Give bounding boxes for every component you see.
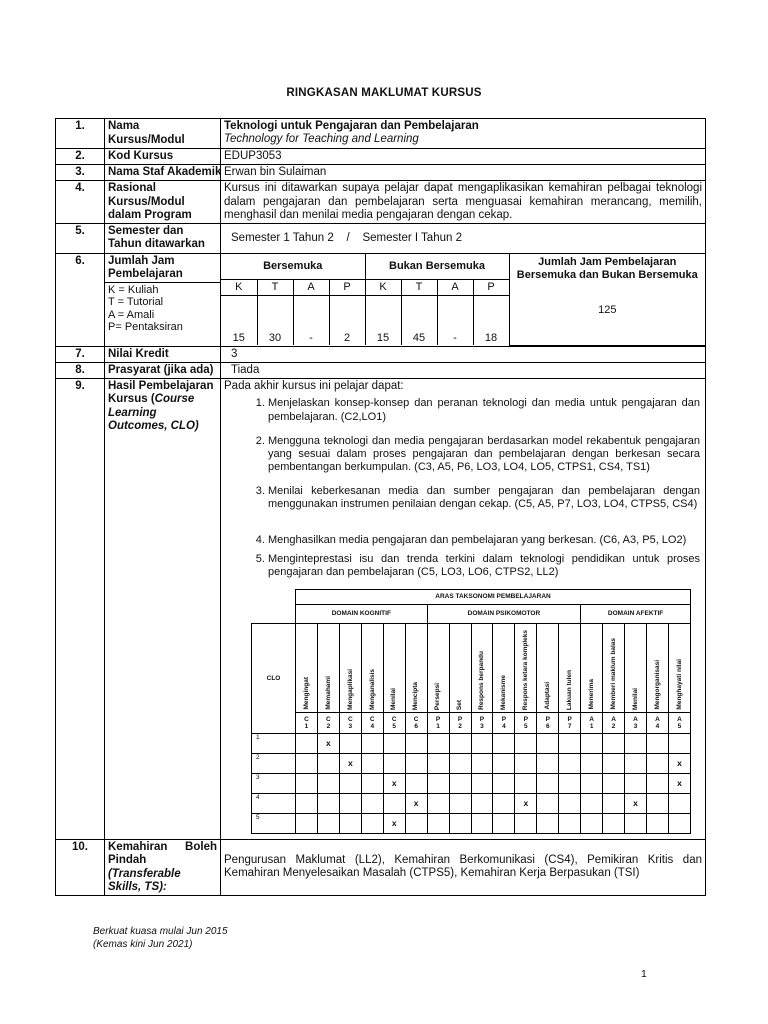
level-code — [427, 713, 449, 734]
mapping-cell — [537, 794, 559, 814]
clo-item: 2. Mengguna teknologi dan media pengajaran berdasarkan model rekabentuk pengajaran yang sesuai dalam proses pengajaran dan pembelajaran dengan berkesan secara pembentangan berkumpulan. (C3, A5, P6, LO3, LO4, LO5, CTPS1, CS4, TS1) — [268, 435, 702, 475]
mapping-cell — [427, 734, 449, 754]
level-name: Menerima — [587, 679, 595, 710]
mapping-cell — [317, 794, 339, 814]
semester-value: Semester 1 Tahun 2 / Semester I Tahun 2 — [221, 224, 706, 253]
level-code-number: 2 — [458, 723, 462, 731]
level-code-domain: A — [677, 716, 682, 724]
mapping-cell — [603, 814, 625, 834]
mapping-cell — [581, 754, 603, 774]
level-header — [603, 624, 625, 713]
level-code — [449, 713, 471, 734]
row-transferable-skills — [56, 840, 706, 896]
level-name: Set — [456, 699, 464, 710]
level-header — [625, 624, 647, 713]
level-code-domain: C — [347, 716, 353, 724]
level-code-number: 6 — [545, 723, 550, 731]
mapping-cell — [537, 814, 559, 834]
mapping-cell: x — [405, 794, 427, 814]
learning-hours-table — [221, 254, 705, 346]
mapping-cell — [559, 754, 581, 774]
mapping-cell — [471, 754, 493, 774]
mapping-cell — [537, 774, 559, 794]
mapping-cell: x — [515, 794, 537, 814]
level-header — [647, 624, 669, 713]
mapping-cell: x — [339, 754, 361, 774]
level-name: Memahami — [324, 676, 332, 710]
row-academic-staff — [56, 165, 706, 181]
level-code — [383, 713, 405, 734]
mapping-cell — [361, 754, 383, 774]
level-name: Respons berpandu — [478, 650, 486, 710]
mapping-cell — [471, 774, 493, 794]
level-code-domain: P — [479, 716, 485, 724]
clo-list — [224, 397, 702, 579]
mapping-cell — [559, 814, 581, 834]
row-label: Prasyarat (jika ada) — [105, 362, 221, 378]
mapping-cell — [559, 794, 581, 814]
level-header — [317, 624, 339, 713]
mapping-cell — [296, 754, 318, 774]
mapping-cell: x — [383, 814, 405, 834]
mapping-cell — [427, 754, 449, 774]
row-number: 6. — [56, 253, 105, 346]
hours-value: 30 — [257, 295, 293, 345]
page-number: 1 — [641, 968, 647, 980]
mapping-cell — [581, 774, 603, 794]
total-hours-header: Jumlah Jam Pembelajaran Bersemuka dan Bukan Bersemuka — [516, 255, 698, 281]
level-code-number: 6 — [414, 723, 418, 731]
mapping-cell: x — [625, 794, 647, 814]
mapping-cell — [471, 794, 493, 814]
hours-value: - — [437, 295, 473, 345]
mapping-cell — [361, 794, 383, 814]
clo-mapping-row — [252, 754, 691, 774]
row-number: 2. — [56, 149, 105, 165]
level-code-number: 1 — [589, 723, 594, 731]
level-code-number: 1 — [436, 723, 440, 731]
mapping-cell — [296, 794, 318, 814]
mapping-cell: x — [317, 734, 339, 754]
col-t: T — [401, 280, 437, 296]
level-header — [383, 624, 405, 713]
mapping-cell — [493, 734, 515, 754]
mapping-cell — [559, 734, 581, 754]
clo-mapping-row — [252, 774, 691, 794]
clo-mapping-row — [252, 734, 691, 754]
course-name-english: Technology for Teaching and Learning — [224, 133, 419, 146]
row-label: Kod Kursus — [105, 149, 221, 165]
mapping-cell — [647, 734, 669, 754]
mapping-cell — [581, 734, 603, 754]
clo-number: 4 — [252, 794, 296, 814]
mapping-cell — [339, 794, 361, 814]
clo-content — [221, 379, 706, 840]
academic-staff-name: Erwan bin Sulaiman — [221, 165, 706, 181]
level-name: Menilai — [631, 687, 639, 710]
hours-value: 45 — [401, 295, 437, 345]
mapping-cell — [625, 734, 647, 754]
level-code-number: 5 — [677, 723, 682, 731]
level-code — [537, 713, 559, 734]
mapping-cell — [668, 734, 690, 754]
clo-item: 4. Menghasilkan media pengajaran dan pembelajaran yang berkesan. (C6, A3, P5, LO2) — [268, 534, 702, 547]
level-code-domain: C — [304, 716, 309, 724]
mapping-cell — [515, 754, 537, 774]
row-number: 7. — [56, 346, 105, 362]
col-t: T — [257, 280, 293, 296]
mapping-cell — [383, 754, 405, 774]
level-code-domain: P — [501, 716, 507, 724]
domain-header: DOMAIN KOGNITIF — [296, 605, 428, 624]
row-rationale — [56, 181, 706, 224]
level-name: Lakuan tulen — [565, 669, 573, 710]
row-label: Rasional Kursus/Modul dalam Program — [105, 181, 221, 224]
level-code-number: 1 — [304, 723, 309, 731]
level-code — [668, 713, 690, 734]
level-header — [449, 624, 471, 713]
level-name: Memberi maklum balas — [609, 638, 617, 710]
level-code-number: 3 — [480, 723, 484, 731]
mapping-cell — [625, 814, 647, 834]
col-p: P — [473, 280, 509, 296]
codes-row — [252, 713, 691, 734]
page-title: RINGKASAN MAKLUMAT KURSUS — [286, 87, 482, 99]
mapping-cell — [317, 774, 339, 794]
row-number: 4. — [56, 181, 105, 224]
mapping-cell — [603, 794, 625, 814]
row-number: 3. — [56, 165, 105, 181]
clo-item: 1. Menjelaskan konsep-konsep dan peranan teknologi dan media untuk pengajaran dan pembelajaran. (C2,LO1) — [268, 397, 702, 423]
level-code-number: 4 — [370, 723, 375, 731]
level-code-domain: P — [435, 716, 441, 724]
row-prerequisite — [56, 362, 706, 378]
mapping-cell — [581, 794, 603, 814]
level-header — [559, 624, 581, 713]
mapping-cell — [668, 814, 690, 834]
learning-hours-label-cell — [105, 253, 221, 346]
row-label: Semester dan Tahun ditawarkan — [105, 224, 221, 253]
mapping-cell: x — [383, 774, 405, 794]
level-name: Adaptasi — [544, 682, 552, 710]
effective-date: Berkuat kuasa mulai Jun 2015 — [93, 926, 228, 937]
level-code — [361, 713, 383, 734]
level-code — [647, 713, 669, 734]
row-label: Nama Kursus/Modul — [105, 119, 221, 149]
level-name: Menganalisis — [368, 668, 376, 710]
mapping-cell — [361, 774, 383, 794]
mapping-cell — [296, 814, 318, 834]
mapping-cell — [581, 814, 603, 834]
clo-number: 5 — [252, 814, 296, 834]
hours-value: 15 — [365, 295, 401, 345]
mapping-cell — [493, 774, 515, 794]
mapping-cell — [603, 754, 625, 774]
row-label: Nama Staf Akademik — [105, 165, 221, 181]
level-code — [493, 713, 515, 734]
mapping-cell — [449, 754, 471, 774]
col-a: A — [437, 280, 473, 296]
level-header — [493, 624, 515, 713]
hours-value: 18 — [473, 295, 509, 345]
mapping-cell — [361, 734, 383, 754]
rationale-text: Kursus ini ditawarkan supaya pelajar dapat mengaplikasikan kemahiran pelbagai teknologi dalam pengajaran dan pembelajaran serta menguasai kemahiran merancang, memilih, menghasil dan menilai media pengajaran dengan cekap. — [221, 181, 706, 224]
level-code — [405, 713, 427, 734]
level-code-domain: A — [611, 716, 616, 724]
clo-label-english: Course Learning Outcomes, CLO) — [108, 393, 199, 432]
level-code — [317, 713, 339, 734]
level-code-domain: A — [633, 716, 638, 724]
mapping-cell — [317, 814, 339, 834]
level-name: Mekanisme — [500, 674, 508, 710]
domain-header: DOMAIN PSIKOMOTOR — [427, 605, 581, 624]
mapping-cell — [647, 774, 669, 794]
level-code — [471, 713, 493, 734]
col-p: P — [329, 280, 365, 296]
mapping-cell — [449, 734, 471, 754]
level-code — [559, 713, 581, 734]
row-credit — [56, 346, 706, 362]
mapping-cell — [471, 814, 493, 834]
legend-kuliah: K = Kuliah — [108, 283, 159, 296]
row-semester — [56, 224, 706, 253]
level-header — [427, 624, 449, 713]
level-code-domain: P — [567, 716, 572, 724]
mapping-cell — [427, 774, 449, 794]
row-number: 10. — [56, 840, 105, 896]
mapping-cell — [625, 754, 647, 774]
mapping-cell: x — [668, 774, 690, 794]
total-hours-cell — [509, 254, 705, 346]
mapping-cell — [559, 774, 581, 794]
mapping-cell — [296, 774, 318, 794]
clo-item: 5. Menginteprestasi isu dan trenda terkini dalam teknologi pendidikan untuk proses pengajaran dan pembelajaran (C5, LO3, LO6, CTPS2, LL2) — [268, 553, 702, 579]
level-header — [361, 624, 383, 713]
mapping-cell — [471, 734, 493, 754]
legend-tutorial: T = Tutorial — [108, 296, 164, 309]
clo-label-main: Hasil Pembelajaran Kursus ( — [108, 380, 214, 406]
mapping-cell — [383, 794, 405, 814]
level-code-domain: A — [655, 716, 660, 724]
level-header — [515, 624, 537, 713]
domain-row — [252, 605, 691, 624]
level-code-number: 7 — [567, 723, 572, 731]
level-code-number: 4 — [655, 723, 660, 731]
level-name: Mengorganisasi — [653, 660, 661, 710]
taxonomy-table — [251, 589, 691, 834]
mapping-cell — [339, 774, 361, 794]
level-code-number: 2 — [326, 723, 331, 731]
mapping-cell — [493, 754, 515, 774]
level-header — [581, 624, 603, 713]
mapping-cell — [625, 774, 647, 794]
level-name: Mengingat — [302, 677, 310, 710]
levels-row — [252, 624, 691, 713]
level-code — [296, 713, 318, 734]
clo-column-header: CLO — [252, 624, 296, 734]
course-name: Teknologi untuk Pengajaran dan Pembelajaran — [224, 120, 479, 132]
mapping-cell — [405, 814, 427, 834]
mapping-cell — [427, 814, 449, 834]
mapping-cell — [317, 754, 339, 774]
clo-number: 2 — [252, 754, 296, 774]
mapping-cell — [383, 734, 405, 754]
row-number: 1. — [56, 119, 105, 149]
ts-label-english: (Transferable Skills, TS): — [108, 867, 181, 893]
learning-hours-cell — [221, 253, 706, 346]
row-label: Nilai Kredit — [105, 346, 221, 362]
mapping-cell — [603, 734, 625, 754]
transferable-skills-text: Pengurusan Maklumat (LL2), Kemahiran Berkomunikasi (CS4), Pemikiran Kritis dan Kemahiran Menyelesaikan Masalah (CTPS5), Kemahiran Kerja Berpasukan (TSI) — [221, 840, 706, 896]
mapping-cell — [449, 774, 471, 794]
level-code — [581, 713, 603, 734]
level-code-domain: P — [545, 716, 550, 724]
level-code-domain: P — [523, 716, 529, 724]
legend-amali: A = Amali — [108, 308, 155, 321]
level-code-number: 3 — [633, 723, 638, 731]
level-header — [339, 624, 361, 713]
level-code-domain: C — [326, 716, 331, 724]
mapping-cell — [405, 754, 427, 774]
mapping-cell — [405, 734, 427, 754]
mapping-cell — [339, 734, 361, 754]
mapping-cell — [537, 754, 559, 774]
level-name: Mengaplikasi — [346, 668, 354, 710]
level-name: Persepsi — [434, 682, 442, 710]
hours-value: 2 — [329, 295, 365, 345]
bukan-bersemuka-header: Bukan Bersemuka — [365, 254, 509, 280]
clo-mapping-row — [252, 814, 691, 834]
mapping-cell — [647, 814, 669, 834]
row-number: 5. — [56, 224, 105, 253]
clo-mapping-row — [252, 794, 691, 814]
updated-date: (Kemas kini Jun 2021) — [93, 939, 193, 950]
mapping-cell — [427, 794, 449, 814]
level-code — [339, 713, 361, 734]
level-header — [537, 624, 559, 713]
row-label — [105, 840, 221, 896]
level-name: Menilai — [390, 687, 398, 710]
row-course-name — [56, 119, 706, 149]
level-code — [515, 713, 537, 734]
col-k: K — [221, 280, 257, 296]
row-number: 9. — [56, 379, 105, 840]
mapping-cell — [537, 734, 559, 754]
level-code-number: 2 — [611, 723, 616, 731]
level-header — [668, 624, 690, 713]
level-name: Respons ketara kompleks — [522, 629, 530, 710]
clo-intro: Pada akhir kursus ini pelajar dapat: — [224, 380, 404, 393]
course-info-table — [55, 118, 706, 896]
ts-label-main: Kemahiran Boleh Pindah — [108, 841, 217, 867]
row-number: 8. — [56, 362, 105, 378]
legend-pentaksiran: P= Pentaksiran — [108, 321, 183, 334]
level-code-domain: A — [589, 716, 594, 724]
level-header — [296, 624, 318, 713]
level-code — [625, 713, 647, 734]
mapping-cell — [493, 794, 515, 814]
prerequisite-value: Tiada — [221, 362, 706, 378]
mapping-cell: x — [668, 754, 690, 774]
level-name: Menghayati nilai — [675, 659, 683, 710]
row-label: Jumlah Jam Pembelajaran — [105, 254, 220, 283]
mapping-cell — [361, 814, 383, 834]
mapping-cell — [339, 814, 361, 834]
mapping-cell — [493, 814, 515, 834]
row-course-code — [56, 149, 706, 165]
clo-number: 3 — [252, 774, 296, 794]
domain-header: DOMAIN AFEKTIF — [581, 605, 691, 624]
level-name: Mencipta — [412, 681, 420, 710]
credit-value: 3 — [221, 346, 706, 362]
clo-item: 3. Menilai keberkesanan media dan sumber pengajaran dan pembelajaran dengan menggunakan instrumen penilaian dengan cekap. (C5, A5, P7, LO3, LO4, CTPS5, CS4) — [268, 485, 702, 511]
taxonomy-header: ARAS TAKSONOMI PEMBELAJARAN — [296, 590, 691, 605]
footer-note — [93, 925, 228, 951]
course-code: EDUP3053 — [221, 149, 706, 165]
row-clo — [56, 379, 706, 840]
mapping-cell — [647, 754, 669, 774]
mapping-cell — [449, 794, 471, 814]
col-a: A — [293, 280, 329, 296]
course-name-cell — [221, 119, 706, 149]
level-header — [405, 624, 427, 713]
mapping-cell — [296, 734, 318, 754]
mapping-cell — [515, 814, 537, 834]
hours-value: 15 — [221, 295, 257, 345]
level-code-number: 3 — [348, 723, 353, 731]
level-header — [471, 624, 493, 713]
row-learning-hours — [56, 253, 706, 346]
mapping-cell — [603, 774, 625, 794]
level-code-domain: C — [369, 716, 375, 724]
hours-value: - — [293, 295, 329, 345]
col-k: K — [365, 280, 401, 296]
mapping-cell — [405, 774, 427, 794]
mapping-cell — [647, 794, 669, 814]
taxonomy-header-row — [252, 590, 691, 605]
level-code-domain: C — [391, 716, 397, 724]
mapping-cell — [515, 734, 537, 754]
level-code-number: 5 — [524, 723, 528, 731]
level-code-domain: P — [457, 716, 463, 724]
level-code-domain: C — [413, 716, 419, 724]
total-hours-value: 125 — [598, 303, 617, 316]
row-label — [105, 379, 221, 840]
mapping-cell — [449, 814, 471, 834]
level-code-number: 5 — [392, 723, 397, 731]
hours-legend — [105, 283, 220, 336]
mapping-cell — [668, 794, 690, 814]
clo-number: 1 — [252, 734, 296, 754]
bersemuka-header: Bersemuka — [221, 254, 365, 280]
level-code-number: 4 — [502, 723, 506, 731]
level-code — [603, 713, 625, 734]
mapping-cell — [515, 774, 537, 794]
